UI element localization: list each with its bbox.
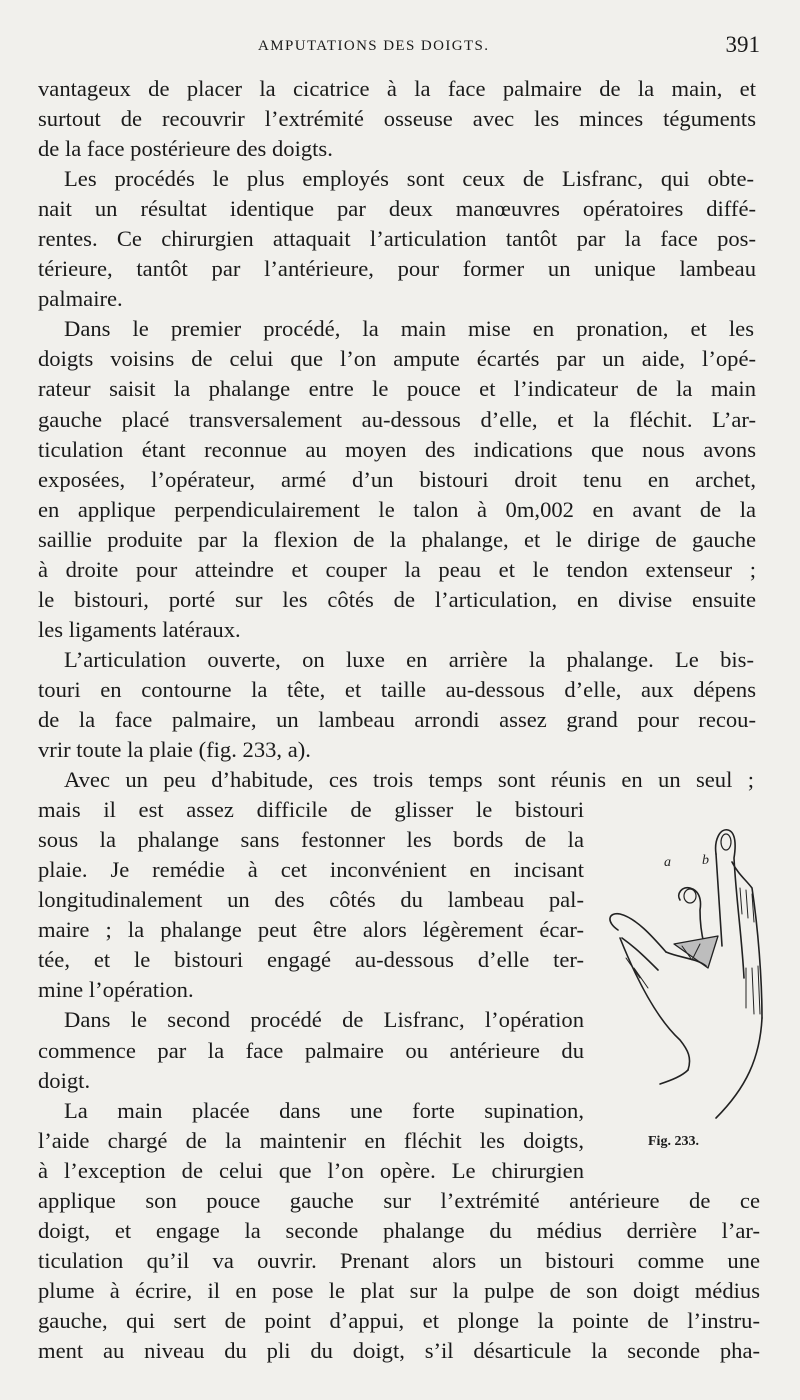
page-header [0, 30, 800, 64]
text-line: commence par la face palmaire ou antérieure du [38, 1037, 584, 1063]
text-line: tée, et le bistouri engagé au-dessous d’elle ter- [38, 947, 584, 973]
text-line: nait un résultat identique par deux manœuvres opératoires diffé- [38, 196, 756, 222]
text-line: doigts voisins de celui que l’on ampute écartés par un aide, l’opé- [38, 346, 756, 372]
text-line: palmaire. [38, 286, 123, 312]
text-line: ment au niveau du pli du doigt, s’il désarticule la seconde pha- [38, 1337, 760, 1363]
text-line: rentes. Ce chirurgien attaquait l’articulation tantôt par la face pos- [38, 226, 756, 252]
text-line: Dans le premier procédé, la main mise en pronation, et les [64, 316, 754, 342]
text-line: vantageux de placer la cicatrice à la face palmaire de la main, et [38, 76, 756, 101]
text-line: en applique perpendiculairement le talon à 0m,002 en avant de la [38, 496, 756, 522]
figure-label-b: b [702, 853, 709, 868]
text-line: Les procédés le plus employés sont ceux de Lisfranc, qui obte- [64, 166, 754, 192]
text-line: l’aide chargé de la maintenir en fléchit les doigts, [38, 1127, 584, 1153]
text-line: maire ; la phalange peut être alors légèrement écar- [38, 917, 584, 943]
text-line: térieure, tantôt par l’antérieure, pour former un unique lambeau [38, 256, 756, 282]
text-line: gauche, qui sert de point d’appui, et plonge la pointe de l’instru- [38, 1307, 760, 1333]
text-line: ticulation étant reconnue au moyen des indications que nous avons [38, 436, 756, 462]
running-head: AMPUTATIONS DES DOIGTS. [258, 38, 490, 54]
text-line: plaie. Je remédie à cet inconvénient en incisant [38, 857, 584, 883]
text-line: mais il est assez difficile de glisser le bistouri [38, 797, 584, 823]
text-line: applique son pouce gauche sur l’extrémité antérieure de ce [38, 1187, 760, 1213]
body-text [38, 74, 760, 1366]
text-line: le bistouri, porté sur les côtés de l’articulation, en divise ensuite [38, 586, 756, 612]
text-line: doigt, et engage la seconde phalange du médius derrière l’ar- [38, 1217, 760, 1243]
text-line: ticulation qu’il va ouvrir. Prenant alors un bistouri comme une [38, 1247, 760, 1273]
text-line: doigt. [38, 1067, 91, 1093]
text-line: touri en contourne la tête, et taille au-dessous d’elle, aux dépens [38, 676, 756, 702]
figure-label-a: a [664, 855, 671, 870]
text-line: exposées, l’opérateur, armé d’un bistouri droit tenu en archet, [38, 466, 756, 492]
page-number: 391 [725, 32, 760, 57]
text-line: sous la phalange sans festonner les bords de la [38, 827, 584, 853]
text-line: La main placée dans une forte supination, [64, 1097, 584, 1123]
text-line: rateur saisit la phalange entre le pouce et l’indicateur de la main [38, 376, 756, 402]
text-line: gauche placé transversalement au-dessous d’elle, et la fléchit. L’ar- [38, 406, 756, 432]
hand-illustration [596, 818, 772, 1128]
text-line: Dans le second procédé de Lisfranc, l’opération [64, 1007, 584, 1033]
text-line: de la face palmaire, un lambeau arrondi assez grand pour recou- [38, 706, 756, 732]
text-line: plume à écrire, il en pose le plat sur la pulpe de son doigt médius [38, 1277, 760, 1303]
text-line: vrir toute la plaie (fig. 233, a). [38, 737, 311, 763]
text-line: longitudinalement un des côtés du lambeau pal- [38, 887, 584, 913]
text-line: Avec un peu d’habitude, ces trois temps sont réunis en un seul ; [64, 767, 754, 793]
figure-caption: Fig. 233. [648, 1134, 699, 1149]
text-line: mine l’opération. [38, 977, 194, 1003]
figure-233 [596, 818, 772, 1158]
text-line: L’articulation ouverte, on luxe en arrière la phalange. Le bis- [64, 646, 754, 672]
text-line: les ligaments latéraux. [38, 616, 241, 642]
text-line: surtout de recouvrir l’extrémité osseuse avec les minces téguments [38, 106, 756, 132]
text-line: saillie produite par la flexion de la phalange, et le dirige de gauche [38, 526, 756, 552]
text-line: de la face postérieure des doigts. [38, 136, 333, 162]
text-line: à droite pour atteindre et couper la peau et le tendon extenseur ; [38, 556, 756, 582]
text-line: à l’exception de celui que l’on opère. Le chirurgien [38, 1157, 584, 1183]
